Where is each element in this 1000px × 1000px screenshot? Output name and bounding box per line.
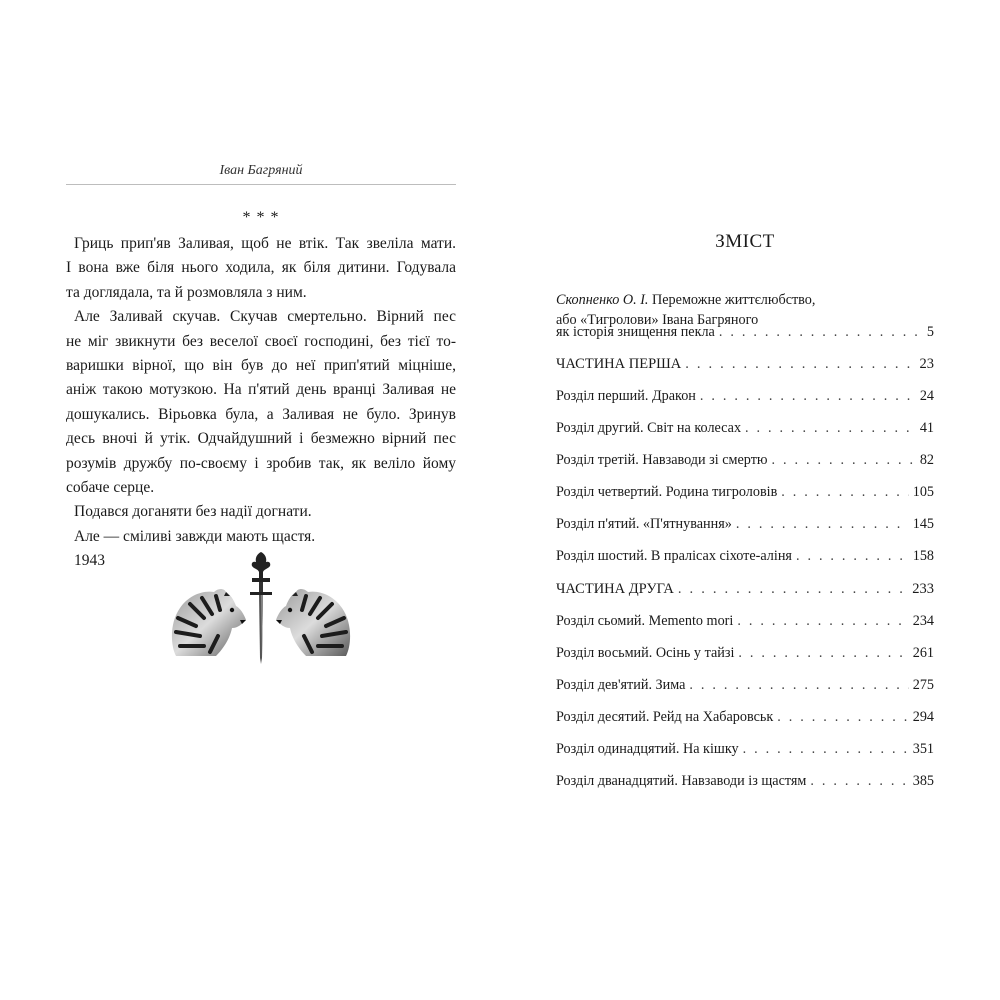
- toc-entry[interactable]: [556, 709, 934, 729]
- toc-leader-dots: [745, 420, 916, 437]
- toc-title: ЗМІСТ: [715, 231, 775, 252]
- toc-page-number: 275: [912, 677, 934, 693]
- toc-leader-dots: [689, 677, 908, 694]
- text-line: Але — сміливі завжди мають щастя.: [74, 527, 316, 545]
- toc-entry-title: Розділ п'ятий. «П'ятнування»: [556, 516, 732, 532]
- toc-leader-dots: [719, 324, 923, 341]
- right-tiger-icon: [276, 589, 350, 656]
- toc-entry-title: Розділ другий. Світ на колесах: [556, 420, 742, 436]
- toc-page-number: 24: [919, 388, 934, 404]
- text-line: Подався доганяти без надії догнати.: [74, 503, 312, 521]
- toc-entry-title: Розділ дванадцятий. Навзаводи із щастям: [556, 773, 807, 789]
- toc-leader-dots: [772, 452, 916, 469]
- toc-intro-line1: Скопненко О. І. Переможне життєлюбство,: [556, 292, 816, 308]
- toc-entry[interactable]: [556, 773, 934, 793]
- text-line: варишки вірної, що він був до неї прип'ятий міцніше,: [66, 356, 456, 374]
- toc-entry[interactable]: [556, 420, 934, 440]
- toc-entry[interactable]: [556, 613, 934, 633]
- toc-entry-title: як історія знищення пекла: [556, 324, 715, 340]
- toc-intro-line2: або «Тигролови» Івана Багряного: [556, 311, 759, 328]
- toc-page-number: 233: [912, 581, 934, 597]
- toc-entry[interactable]: [556, 741, 934, 761]
- toc-leader-dots: [685, 356, 915, 373]
- toc-entry-title: Розділ третій. Навзаводи зі смертю: [556, 452, 768, 468]
- left-tiger-icon: [172, 589, 246, 656]
- toc-page-number: 158: [912, 548, 934, 564]
- toc-entry-title: Розділ восьмий. Осінь у тайзі: [556, 645, 735, 661]
- toc-page-number: 294: [912, 709, 934, 725]
- toc-author: Скопненко О. І.: [556, 292, 649, 308]
- toc-entry-title: Розділ сьомий. Memento mori: [556, 613, 734, 629]
- toc-page-number: 145: [912, 516, 934, 532]
- toc-page-number: 351: [912, 741, 934, 757]
- toc-entry-title: Розділ одинадцятий. На кішку: [556, 741, 739, 757]
- toc-page-number: 82: [919, 452, 934, 468]
- text-line: десь вночі й утік. Одчайдушний і безмежно вірний пес: [66, 430, 456, 448]
- toc-leader-dots: [700, 388, 916, 405]
- toc-page-number: 105: [912, 484, 934, 500]
- toc-page-number: 385: [912, 773, 934, 789]
- toc-entry-intro-last-line[interactable]: [556, 324, 934, 344]
- dagger-icon: [250, 552, 272, 664]
- toc-page-number: 234: [912, 613, 934, 629]
- section-asterisks: * * *: [242, 209, 280, 226]
- running-head: Іван Багряний: [219, 163, 303, 178]
- toc-entry-title: Розділ дев'ятий. Зима: [556, 677, 686, 693]
- text-line: розумів дружбу по-своєму і зробив так, як веліло йому: [66, 454, 456, 472]
- toc-entry[interactable]: [556, 484, 934, 504]
- left-page: [66, 0, 456, 1000]
- toc-entry-title: ЧАСТИНА ДРУГА: [556, 581, 674, 597]
- toc-entry-title: Розділ перший. Дракон: [556, 388, 696, 404]
- right-page: [556, 0, 934, 1000]
- text-line: Але Заливай скучав. Скучав смертельно. Вірний пес: [74, 308, 456, 326]
- toc-leader-dots: [738, 645, 908, 662]
- toc-entry[interactable]: [556, 645, 934, 665]
- toc-leader-dots: [796, 548, 909, 565]
- toc-entry-title: Розділ десятий. Рейд на Хабаровськ: [556, 709, 774, 725]
- toc-leader-dots: [777, 709, 908, 726]
- text-line: аніж такою мотузкою. На п'ятий день вранці Заливая не: [66, 381, 456, 399]
- toc-leader-dots: [810, 773, 908, 790]
- text-line: та доглядала, та й розмовляла з ним.: [66, 283, 307, 301]
- header-rule: [66, 184, 456, 185]
- toc-entry[interactable]: [556, 677, 934, 697]
- story-text: [66, 232, 456, 573]
- toc-entry[interactable]: [556, 388, 934, 408]
- toc-page-number: 23: [919, 356, 934, 372]
- toc-page-number: 41: [919, 420, 934, 436]
- toc-entry-title: Розділ шостий. В пралісах сіхоте-аліня: [556, 548, 792, 564]
- toc-entry-title: Розділ четвертий. Родина тигроловів: [556, 484, 778, 500]
- toc-entry-part-2[interactable]: [556, 581, 934, 601]
- year-line: 1943: [74, 552, 105, 570]
- toc-entry-part-1[interactable]: [556, 356, 934, 376]
- toc-leader-dots: [781, 484, 908, 501]
- toc-entry[interactable]: [556, 548, 934, 568]
- text-line: собаче серце.: [66, 478, 155, 496]
- text-line: не міг звикнути без веселої своєї господині, без тієї то-: [66, 332, 456, 350]
- toc-entry-title: ЧАСТИНА ПЕРША: [556, 356, 682, 372]
- tigers-dagger-ornament-icon: [166, 548, 356, 666]
- toc-page-number: 261: [912, 645, 934, 661]
- text-line: Гриць прип'яв Заливая, щоб не втік. Так звеліла мати.: [74, 235, 456, 252]
- toc-entry[interactable]: [556, 452, 934, 472]
- text-line: дошукались. Вірьовка була, а Заливая не було. Зринув: [66, 405, 456, 423]
- toc-page-number: 5: [926, 324, 934, 340]
- toc-leader-dots: [736, 516, 909, 533]
- toc-leader-dots: [743, 741, 909, 758]
- text-line: І вона вже біля нього ходила, як біля дитини. Годувала: [66, 259, 456, 277]
- toc-entry[interactable]: [556, 516, 934, 536]
- toc-leader-dots: [678, 581, 908, 598]
- toc-leader-dots: [737, 613, 908, 630]
